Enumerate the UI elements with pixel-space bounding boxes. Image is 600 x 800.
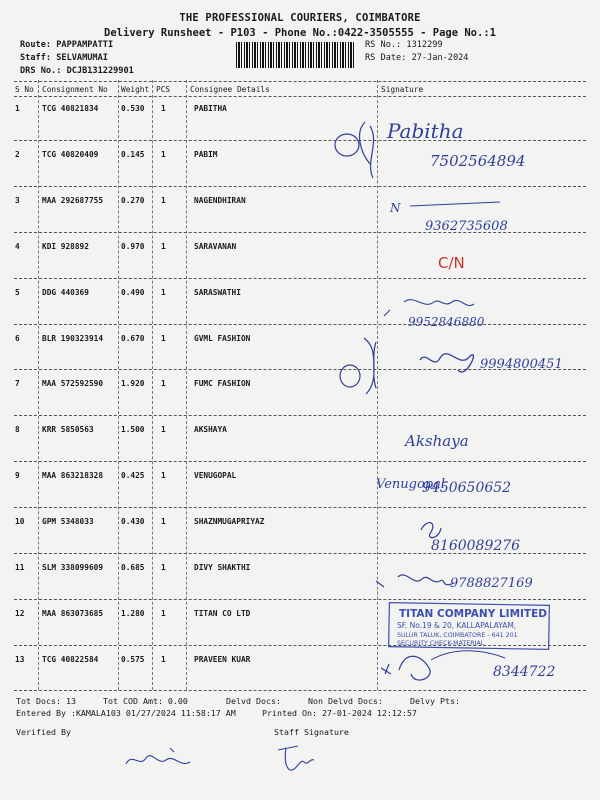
barcode <box>236 42 356 68</box>
row-pcs: 1 <box>161 241 166 251</box>
col-header-consignment: Consignment No <box>42 85 108 94</box>
row-consignment: MAA 572592590 <box>42 379 104 389</box>
row-sno: 7 <box>15 379 20 389</box>
signature-phone-5: 9952846880 <box>408 315 485 329</box>
row-consignee: AKSHAYA <box>194 425 227 435</box>
row-pcs: 1 <box>161 654 166 664</box>
row-consignment: MAA 292687755 <box>42 195 104 205</box>
row-consignment: DDG 440369 <box>42 287 89 297</box>
row-consignment: TCG 40822584 <box>42 654 99 664</box>
row-consignee: GVML FASHION <box>194 333 251 343</box>
row-sno: 3 <box>15 195 20 205</box>
row-consignee: FUMC FASHION <box>194 379 251 389</box>
row-pcs: 1 <box>161 608 166 618</box>
total-cod-amount: Tot COD Amt: 0.00 <box>103 696 188 706</box>
table-bottom-rule <box>14 690 586 691</box>
staff-signature-label: Staff Signature <box>274 727 349 737</box>
row-sno: 13 <box>15 654 25 664</box>
row-pcs: 1 <box>161 471 166 481</box>
svg-text:SULUR TALUK, COIMBATORE - 641: SULUR TALUK, COIMBATORE - 641 201 <box>397 632 518 639</box>
row-consignment: MAA 863073685 <box>42 608 104 618</box>
row-pcs: 1 <box>161 287 166 297</box>
row-consignment: MAA 863218328 <box>42 471 104 481</box>
delivered-docs: Delvd Docs: <box>226 696 281 706</box>
runsheet-subtitle: Delivery Runsheet - P103 - Phone No.:0422-3505555 - Page No.:1 <box>104 27 496 39</box>
total-docs: Tot Docs: 13 <box>16 696 76 706</box>
signature-phone-9: 9450650652 <box>422 480 512 496</box>
signature-row-6-7 <box>330 330 590 400</box>
svg-text:N: N <box>390 201 401 215</box>
staff-signature-mark <box>270 736 330 776</box>
row-sno: 4 <box>15 241 20 251</box>
entered-by: Entered By :KAMALA103 01/27/2024 11:58:17 AM <box>16 708 236 718</box>
row-consignee: DIVY SHAKTHI <box>194 563 251 572</box>
signature-row-8 <box>395 420 515 460</box>
row-sno: 2 <box>15 149 20 159</box>
svg-text:SECURITY CHECK-MATERIAL: SECURITY CHECK-MATERIAL <box>397 640 485 647</box>
row-consignment: SLM 338099609 <box>42 563 104 572</box>
svg-text:SF. No.19 & 20, KALLAPALAYAM,: SF. No.19 & 20, KALLAPALAYAM, <box>397 621 517 630</box>
signature-phone-3: 9362735608 <box>425 219 508 234</box>
printed-on: Printed On: 27-01-2024 12:12:57 <box>262 708 417 718</box>
row-sno: 11 <box>15 563 25 572</box>
row-consignment: BLR 190323914 <box>42 333 104 343</box>
verified-by-signature <box>120 738 210 778</box>
row-consignee: SARASWATHI <box>194 287 241 297</box>
row-consignee: TITAN CO LTD <box>194 608 251 618</box>
row-consignee: SHAZNMUGAPRIYAZ <box>194 517 265 527</box>
col-header-sno: S No <box>15 85 34 94</box>
row-consignee: PRAVEEN KUAR <box>194 654 251 664</box>
row-separator <box>14 415 586 416</box>
row-consignment: TCG 40821834 <box>42 104 99 113</box>
row-weight: 0.490 <box>121 287 145 297</box>
row-sno: 9 <box>15 471 20 481</box>
signature-phone-2: 7502564894 <box>430 152 526 170</box>
row-consignment: TCG 40820409 <box>42 149 99 159</box>
row-pcs: 1 <box>161 517 166 527</box>
row-pcs: 1 <box>161 195 166 205</box>
signature-row-5 <box>380 290 560 335</box>
row-consignee: VENUGOPAL <box>194 471 237 481</box>
signature-row-3 <box>380 192 580 237</box>
signature-phone-10: 8160089276 <box>431 538 521 554</box>
signature-venugopal: Venugopal <box>376 477 446 492</box>
row-weight: 0.270 <box>121 195 145 205</box>
row-sno: 1 <box>15 104 20 113</box>
route-label: Route: PAPPAMPATTI <box>20 40 114 50</box>
row-weight: 1.280 <box>121 608 145 618</box>
col-header-pcs: PCS <box>156 85 171 94</box>
rs-number: RS No.: 1312299 <box>365 40 443 50</box>
company-title: THE PROFESSIONAL COURIERS, COIMBATORE <box>179 12 421 24</box>
signature-phone-13: 8344722 <box>493 664 556 680</box>
row-separator <box>14 186 586 187</box>
signature-row-9 <box>370 462 580 507</box>
signature-row-1-2 <box>325 112 580 182</box>
row-consignment: KDI 928892 <box>42 241 89 251</box>
row-sno: 5 <box>15 287 20 297</box>
signature-row-10 <box>415 512 580 557</box>
row-weight: 0.145 <box>121 149 145 159</box>
row-sno: 8 <box>15 425 20 435</box>
row-pcs: 1 <box>161 149 166 159</box>
row-separator <box>14 507 586 508</box>
row-consignee: PABITHA <box>194 104 227 113</box>
row-weight: 0.530 <box>121 104 145 113</box>
signature-phone-7: 9994800451 <box>480 357 563 372</box>
row-consignee: PABIM <box>194 149 218 159</box>
row-sno: 6 <box>15 333 20 343</box>
row-weight: 0.670 <box>121 333 145 343</box>
row-sno: 10 <box>15 517 25 527</box>
row-weight: 0.430 <box>121 517 145 527</box>
signature-pabitha: Pabitha <box>387 119 464 143</box>
row-weight: 0.575 <box>121 654 145 664</box>
verified-by-label: Verified By <box>16 727 71 737</box>
row-consignment: GPM 5348033 <box>42 517 94 527</box>
table-top-rule <box>14 81 586 82</box>
svg-text:TITAN COMPANY LIMITED: TITAN COMPANY LIMITED <box>399 608 547 620</box>
row-consignee: NAGENDHIRAN <box>194 195 246 205</box>
non-delivered-docs: Non Delvd Docs: <box>308 696 383 706</box>
row-weight: 1.500 <box>121 425 145 435</box>
table-header-rule <box>14 96 586 97</box>
row-weight: 0.970 <box>121 241 145 251</box>
row-weight: 1.920 <box>121 379 145 389</box>
signature-row-13 <box>375 640 580 695</box>
signature-phone-11: 9788827169 <box>450 576 533 591</box>
signature-row-11 <box>370 565 580 600</box>
row-pcs: 1 <box>161 379 166 389</box>
row-pcs: 1 <box>161 425 166 435</box>
signature-akshaya: Akshaya <box>405 432 469 450</box>
col-header-signature: Signature <box>381 85 424 94</box>
row-consignee: SARAVANAN <box>194 241 237 251</box>
cn-mark: C/N <box>438 254 465 272</box>
signature-row-4-cn <box>430 248 510 276</box>
row-weight: 0.425 <box>121 471 145 481</box>
drs-number: DRS No.: DCJB131229901 <box>20 66 134 76</box>
row-sno: 12 <box>15 608 25 618</box>
row-pcs: 1 <box>161 104 166 113</box>
row-consignment: KRR 5850563 <box>42 425 94 435</box>
row-pcs: 1 <box>161 563 166 572</box>
col-header-consignee: Consignee Details <box>190 85 270 94</box>
row-weight: 0.685 <box>121 563 145 572</box>
col-header-weight: Weight <box>121 85 150 94</box>
row-pcs: 1 <box>161 333 166 343</box>
rs-date: RS Date: 27-Jan-2024 <box>365 53 469 63</box>
staff-label: Staff: SELVAMUMAI <box>20 53 108 63</box>
delivery-points: Delvy Pts: <box>410 696 460 706</box>
row-separator <box>14 278 586 279</box>
